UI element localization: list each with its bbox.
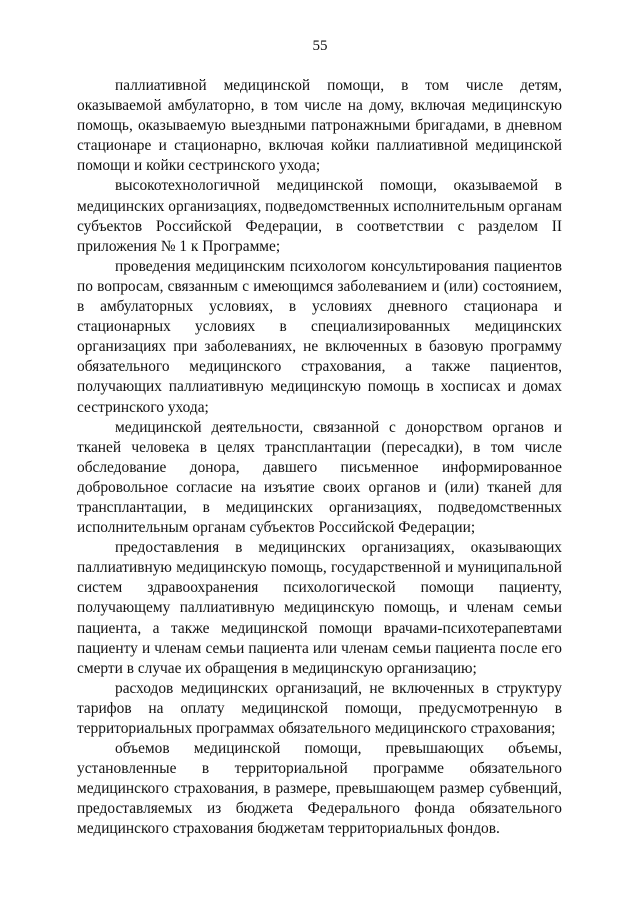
paragraph-psychological-help: предоставления в медицинских организациях, оказывающих паллиативную медицинскую помощь, государственной и муниципальной систем здравоохранения психологической помощи пациенту, получающему паллиативную медицинскую помощь, и членам семьи пациента, а также медицинской помощи врачами-психотерапевтами пациенту и членам семьи пациента или членам семьи пациента после его смерти в случае их обращения в медицинскую организацию; <box>77 539 562 677</box>
paragraph-excess-volumes: объемов медицинской помощи, превышающих объемы, установленные в территориальной программе обязательного медицинского страхования, в размере, превышающем размер субвенций, предоставляемых из бюджета Федерального фонда обязательного медицинского страхования бюджетам территориальных фондов. <box>77 740 562 838</box>
paragraph-organization-expenses: расходов медицинских организаций, не включенных в структуру тарифов на оплату медицинской помощи, предусмотренную в территориальных программах обязательного медицинского страхования; <box>77 679 562 737</box>
paragraph-high-tech-care: высокотехнологичной медицинской помощи, оказываемой в медицинских организациях, подведомственных исполнительным органам субъектов Российской Федерации, в соответствии с разделом II приложения № 1 к Программе; <box>77 177 562 255</box>
paragraph-organ-donation: медицинской деятельности, связанной с донорством органов и тканей человека в целях трансплантации (пересадки), в том числе обследование донора, давшего письменное информированное добровольное согласие на изъятие своих органов и (или) тканей для трансплантации, в медицинских организациях, подведомственных исполнительным органам субъектов Российской Федерации; <box>77 418 562 537</box>
page-number: 55 <box>312 38 328 54</box>
paragraph-psychologist-consulting: проведения медицинским психологом консультирования пациентов по вопросам, связанным с имеющимся заболеванием и (или) состоянием, в амбулаторных условиях, в условиях дневного стационара и стационарных условиях в специализированных медицинских организациях при заболеваниях, не включенных в базовую программу обязательного медицинского страхования, а также пациентов, получающих паллиативную медицинскую помощь в хосписах и домах сестринского ухода; <box>77 257 562 416</box>
body-text <box>77 76 562 840</box>
paragraph-palliative-care: паллиативной медицинской помощи, в том числе детям, оказываемой амбулаторно, в том числе на дому, включая медицинскую помощь, оказываемую выездными патронажными бригадами, в дневном стационаре и стационарно, включая койки паллиативной медицинской помощи и койки сестринского ухода; <box>77 77 562 175</box>
